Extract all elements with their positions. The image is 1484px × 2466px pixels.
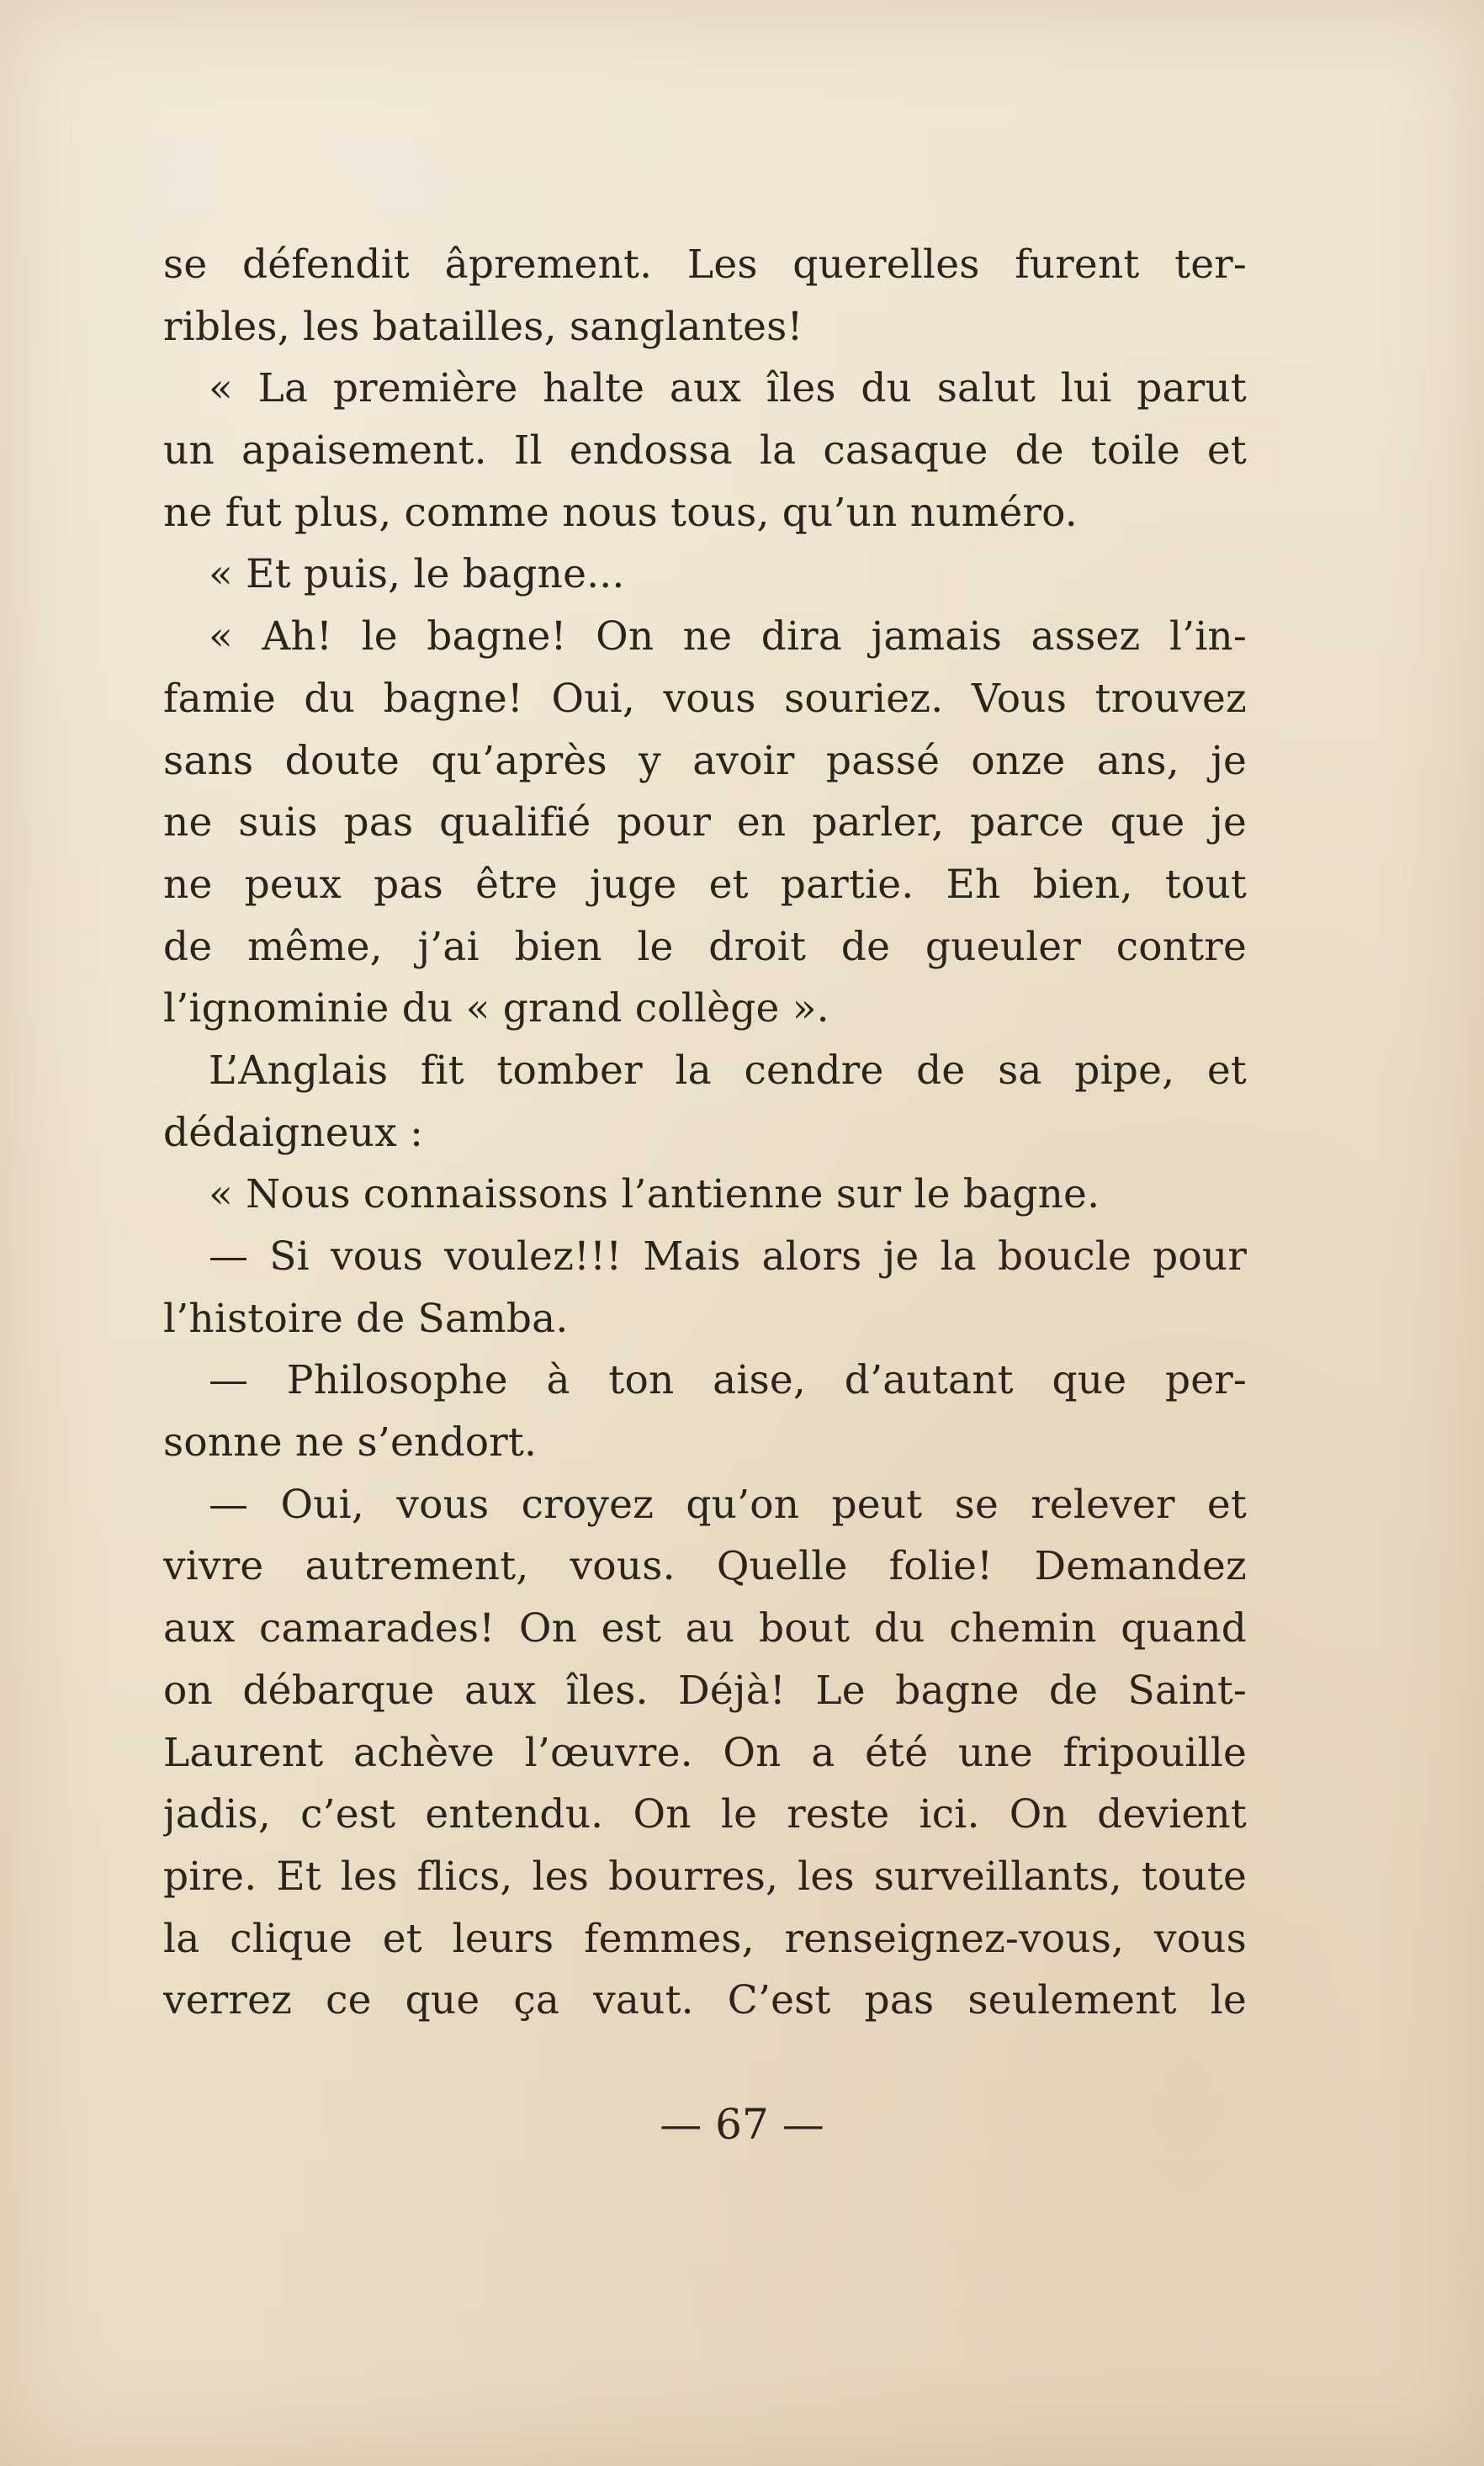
text-line: la clique et leurs femmes, renseignez-vous, vous <box>163 1915 1247 1962</box>
text-line: « Nous connaissons l’antienne sur le bagne. <box>209 1171 1100 1218</box>
text-line: famie du bagne! Oui, vous souriez. Vous trouvez <box>163 675 1247 722</box>
text-line: — Si vous voulez!!! Mais alors je la boucle pour <box>209 1233 1247 1280</box>
text-line: se défendit âprement. Les querelles furent ter- <box>163 241 1247 288</box>
text-line: « Et puis, le bagne... <box>209 551 625 598</box>
text-line: sonne ne s’endort. <box>163 1419 538 1466</box>
text-line: on débarque aux îles. Déjà! Le bagne de Saint- <box>163 1667 1247 1714</box>
text-line: l’histoire de Samba. <box>163 1295 569 1342</box>
text-line: ne suis pas qualifié pour en parler, parce que je <box>163 799 1247 846</box>
body-text <box>163 234 1247 2032</box>
text-line: l’ignominie du « grand collège ». <box>163 985 829 1032</box>
text-line: « La première halte aux îles du salut lui parut <box>209 365 1247 412</box>
text-line: sans doute qu’après y avoir passé onze ans, je <box>163 737 1247 784</box>
text-line: — Philosophe à ton aise, d’autant que per- <box>209 1357 1247 1404</box>
text-line: — Oui, vous croyez qu’on peut se relever et <box>209 1481 1247 1528</box>
text-line: ribles, les batailles, sanglantes! <box>163 303 803 350</box>
text-line: de même, j’ai bien le droit de gueuler contre <box>163 923 1247 970</box>
text-line: « Ah! le bagne! On ne dira jamais assez l’in- <box>209 613 1247 660</box>
text-line: un apaisement. Il endossa la casaque de toile et <box>163 427 1247 475</box>
text-line: vivre autrement, vous. Quelle folie! Demandez <box>163 1543 1247 1590</box>
text-line: pire. Et les flics, les bourres, les surveillants, toute <box>163 1853 1247 1900</box>
text-line: Laurent achève l’œuvre. On a été une fripouille <box>163 1729 1247 1776</box>
text-line: ne peux pas être juge et partie. Eh bien, tout <box>163 861 1247 908</box>
text-line: jadis, c’est entendu. On le reste ici. On devient <box>163 1791 1247 1838</box>
text-line: L’Anglais fit tomber la cendre de sa pipe, et <box>209 1047 1247 1094</box>
page-number: — 67 — <box>660 2100 824 2149</box>
text-line: verrez ce que ça vaut. C’est pas seulement le <box>163 1977 1247 2024</box>
text-line: ne fut plus, comme nous tous, qu’un numéro. <box>163 489 1078 536</box>
text-line: aux camarades! On est au bout du chemin quand <box>163 1605 1247 1652</box>
text-line: dédaigneux : <box>163 1109 424 1156</box>
